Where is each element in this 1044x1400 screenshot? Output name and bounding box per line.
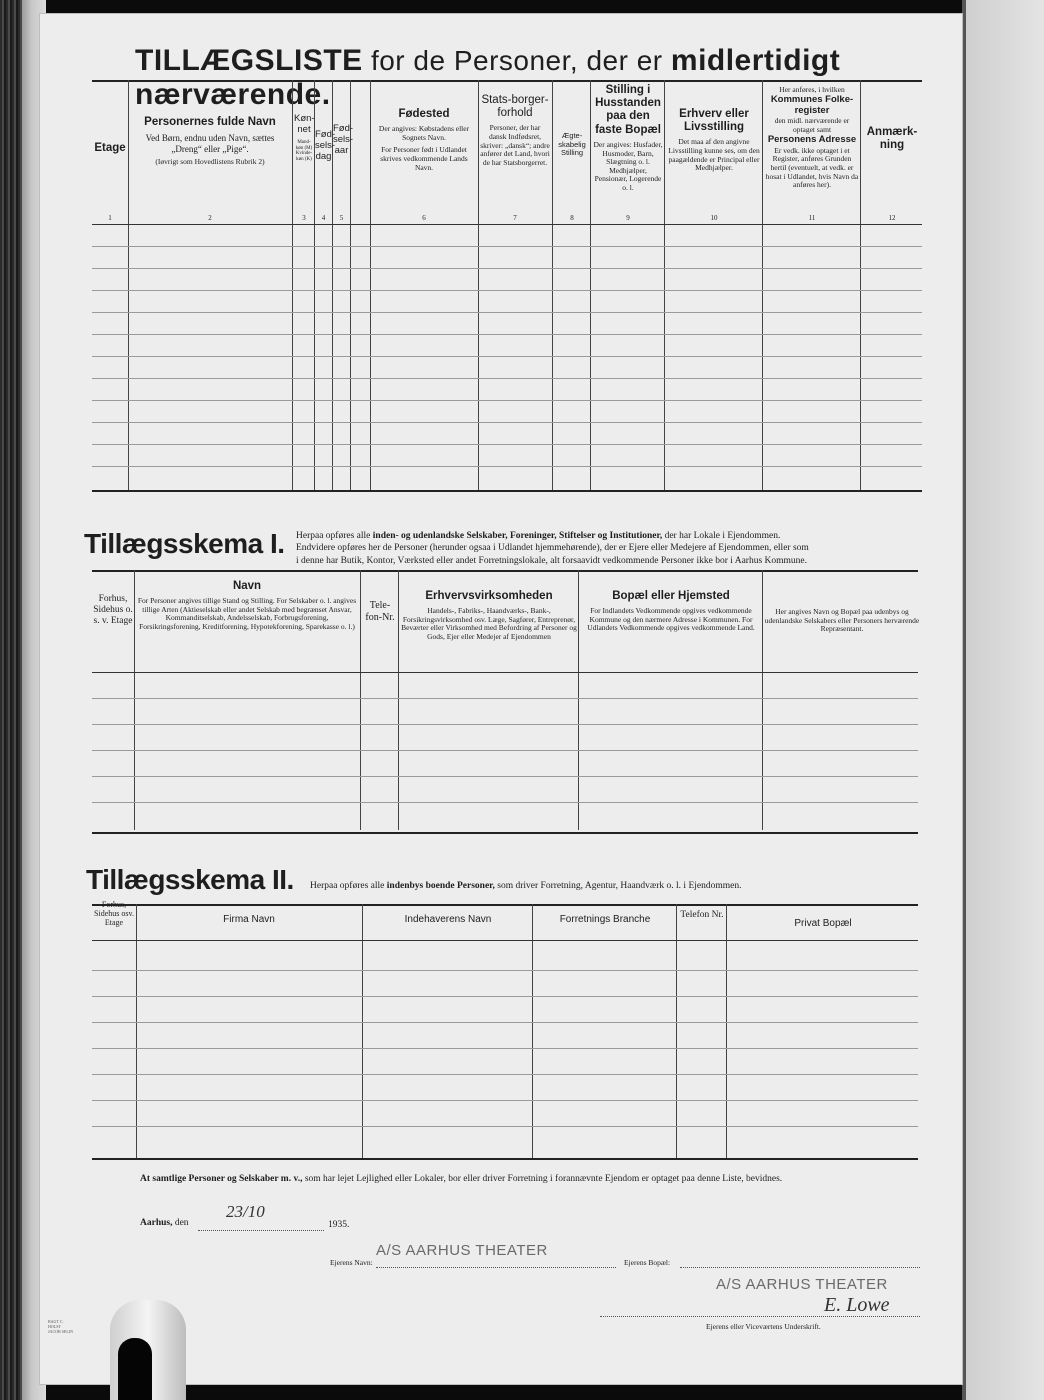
skema2-description: Herpaa opføres alle indenbys boende Personer, som driver Forretning, Agentur, Haandværk o. l. i Ejendommen. xyxy=(310,881,742,891)
list-col-name: Personernes fulde Navn Ved Børn, endnu uden Navn, sættes „Dreng“ eller „Pige“. (Iøvrigt som Hovedlistens Rubrik 2) xyxy=(144,116,276,166)
skema1-col-residence: Bopæl eller Hjemsted For Indlandets Vedkommende opgives vedkommende Kommune og den nærmere Adresse i Kommunen. For Udlandets Vedkommende opgives vedkommende Land. xyxy=(587,590,755,633)
owner-address-label: Ejerens Bopæl: xyxy=(624,1258,671,1267)
binder-clip-shadow xyxy=(118,1338,152,1400)
skema1-top-rule xyxy=(92,570,918,572)
handwritten-date: 23/10 xyxy=(226,1202,265,1221)
owner-address-line xyxy=(680,1267,920,1268)
skema2-col-owner: Indehaverens Navn xyxy=(404,914,492,925)
skema1-col-etage: Forhus, Sidehus o. s. v. Etage xyxy=(93,594,133,626)
skema2-col-firm: Firma Navn xyxy=(223,914,275,925)
skema2-header-bottom-rule xyxy=(92,940,918,941)
list-col-occupation: Erhverv eller Livsstilling Det maa af den angivne Livsstilling kunne ses, om den paagældende er Principal eller Medhjælper. xyxy=(668,108,760,173)
printer-mark: BAGT C. HOLST JACOB SELIN xyxy=(48,1319,74,1334)
list-col-etage: Etage xyxy=(94,142,126,154)
list-top-rule xyxy=(92,80,922,82)
owner-name-label: Ejerens Navn: xyxy=(330,1258,373,1267)
list-col-register: Her anføres, i hvilken Kommunes Folke-register den midl. nærværende er optaget samt Personens Adresse Er vedk. ikke optaget i et Register, anføres Grunden hertil (eventuelt, at vedk. er hosat i Udlandet, hvis Navn da anføres her). xyxy=(765,85,859,190)
skema2-col-phone: Telefon Nr. xyxy=(680,910,724,920)
list-col-citizenship: Stats-borger-forhold Personer, der har dansk Indfødsret, skriver: „dansk“; andre anfører det Land, hvori de har Statsborgerret. xyxy=(480,94,550,167)
book-spine xyxy=(0,0,22,1400)
skema1-bottom-rule xyxy=(92,832,918,834)
skema2-col-branch: Forretnings Branche xyxy=(559,914,651,925)
signature-stamp: A/S AARHUS THEATER xyxy=(716,1276,888,1293)
list-col-household: Stilling i Husstanden paa den faste Bopæl Der angives: Husfader, Husmoder, Barn, Slægtning o. l. Medhjælper, Pensionær, Logerende o. l. xyxy=(593,84,663,192)
facing-page xyxy=(966,0,1044,1400)
skema2-col-address: Privat Bopæl xyxy=(794,918,852,929)
skema2-col-etage: Forhus, Sidehus osv. Etage xyxy=(94,900,134,928)
skema1-col-business: Erhvervsvirksomheden Handels-, Fabriks-, Haandværks-, Bank-, Forsikringsvirksomhed osv. Læge, Sagfører, Entreprenør, Beværter eller Virksomhed med Befordring af Personer og Gods, Ejer eller Medejer af Ejendommen xyxy=(401,590,577,642)
list-col-marital: Ægte-skabelig Stilling xyxy=(558,131,586,158)
year: 1935. xyxy=(328,1220,350,1230)
signature-line xyxy=(600,1316,920,1317)
skema1-header-bottom-rule xyxy=(92,672,918,673)
handwritten-signature: E. Lowe xyxy=(824,1294,890,1316)
list-header-bottom-rule xyxy=(92,224,922,225)
skema1-title: Tillægsskema I. xyxy=(84,528,285,559)
skema1-col-phone: Tele-fon-Nr. xyxy=(365,600,395,623)
signature-label: Ejerens eller Viceværtens Underskrift. xyxy=(706,1322,821,1331)
skema1-col-name: Navn For Personer angives tillige Stand og Stilling. For Selskaber o. l. angives tillige Arten (Aktieselskab eller andet Selskab med begrænset Ansvar, Kommanditselskab, Andelsselskab, Forbrugsforening, Forsikringsforening, Kreditforening, Hypotekforening, Sparekasse o. l.) xyxy=(137,580,357,632)
skema2-top-rule xyxy=(92,904,918,906)
owner-name-stamp: A/S AARHUS THEATER xyxy=(376,1242,548,1259)
declaration-text: At samtlige Personer og Selskaber m. v., som har lejet Lejlighed eller Lokaler, bor eller driver Forretning i forannævnte Ejendom er optaget paa denne Liste, bevidnes. xyxy=(140,1174,783,1184)
list-col-birthday: Fød-sels-dag xyxy=(315,129,336,162)
skema2-bottom-rule xyxy=(92,1158,918,1160)
owner-name-line xyxy=(376,1267,616,1268)
list-col-birthplace: Fødested Der angives: Købstadens eller Sognets Navn. For Personer født i Udlandet skrives vedkommende Lands Navn. xyxy=(378,108,470,172)
skema1-col-representative: Her angives Navn og Bopæl paa udenbys og udenlandske Selskabers eller Personers herværende Repræsentant. xyxy=(764,607,920,634)
list-col-gender: Køn-net Mand-køn (M) Kvinde-køn (K) xyxy=(294,113,315,163)
list-bottom-rule xyxy=(92,490,922,492)
list-col-remark: Anmærk-ning xyxy=(866,126,918,152)
skema2-title: Tillægsskema II. xyxy=(86,864,294,895)
list-col-birthyear: Fød-sels-aar xyxy=(333,123,354,156)
list-title: TILLÆGSLISTE for de Personer, der er midlertidigt nærværende. xyxy=(135,44,841,111)
date-line: Aarhus, den xyxy=(140,1218,189,1228)
form-page: TILLÆGSLISTE for de Personer, der er midlertidigt nærværende. Etage Personernes fulde Navn Ved Børn, endnu uden Navn, sættes „Dreng“ eller „Pige“. (Iøvrigt som Hovedlistens Rubrik 2) Køn-net Mand-køn (M) Kvinde-køn (K) Fød-sels-dag Fød-sels-aar Fødested Der angives: Købstadens eller Sognets Navn. For Personer født i Udlandet skrives vedkommende Lands Navn. Stats-borger-forhold Personer, der har dansk Indfødsret, skriver: „dansk“; andre anfører det Land, hvori de har Statsborgerret. Ægte-skabelig Stilling Stilling i Husstanden paa den faste Bopæl Der angives: Husfader, Husmoder, Barn, Slægtning o. l. Medhjælper, Pensionær, Logerende o. l. Erhverv eller Livsstilling Det maa af den angivne Livsstilling kunne ses, om den paagældende er Principal eller Medhjælper. Her anføres, i hvilken Kommunes Folke-register den midl. nærværende er optaget samt Personens Adresse Er vedk. ikke optaget i et Register, anføres Grunden hertil (eventuelt, at vedk. er hosat i Udlandet, hvis Navn da anføres her). Anmærk-ning 1 2 3 4 5 6 7 8 9 10 11 12 Tillægsskema I. Herpaa opføres alle inden- og udenlandske Selskaber, Foreninger, Stiftelser og Institutioner, der har Lokale i Ejendommen. Endvidere opføres her de Personer (herunder ogsaa i Udlandet hjemmehørende), der er Ejere eller Medejere af Ejendommen, eller som i denne har Butik, Kontor, Værksted eller andet Forretningslokale, alt forsaavidt vedkommende Personer ikke bor i Aarhus Kommune. Forhus, Sidehus o. s. v. Etage Navn For Personer angives tillige Stand og Stilling. For Selskaber o. l. angives tillige Arten (Aktieselskab eller andet Selskab med begrænset Ansvar, Kommanditselskab, Andelsselskab, Forbrugsforening, Forsikringsforening, Kreditforening, Hypotekforening, Sparekasse o. l.) Tele-fon-Nr. Erhvervsvirksomheden Handels-, Fabriks-, Haandværks-, Bank-, Forsikringsvirksomhed osv. Læge, Sagfører, Entreprenør, Beværter eller Virksomhed med Befordring af Personer og Gods, Ejer eller Medejer af Ejendommen Bopæl eller Hjemsted For Indlandets Vedkommende opgives vedkommende Kommune og den nærmere Adresse i Kommunen. For Udlandets Vedkommende opgives vedkommende Land. Her angives Navn og Bopæl paa udenbys og udenlandske Selskabers eller Personers herværende Repræsentant. Tillægsskema II. Herpaa opføres alle indenbys boende Personer, som driver Forretning, Agentur, Haandværk o. l. i Ejendommen. Forhus, Sidehus osv. Etage Firma Navn Indehaverens Navn Forretnings Branche Telefon Nr. Privat Bopæl At samtlige Personer og Selskaber m. v., som har lejet Lejlighed eller Lokaler, bor eller driver Forretning i forannævnte Ejendom er optaget paa denne Liste, bevidnes. Aarhus, den 23/10 1935. Ejerens Navn: A/S AARHUS THEATER Ejerens Bopæl: A/S AARHUS THEATER E. Lowe Ejerens eller Viceværtens Underskrift. BAGT C. HOLST JACOB SELIN xyxy=(40,14,962,1384)
skema1-description: Herpaa opføres alle inden- og udenlandske Selskaber, Foreninger, Stiftelser og Institutioner, der har Lokale i Ejendommen. Endvidere opføres her de Personer (herunder ogsaa i Udlandet hjemmehørende), der er Ejere eller Medejere af Ejendommen, eller som i denne har Butik, Kontor, Værksted eller andet Forretningslokale, alt forsaavidt vedkommende Personer ikke bor i Aarhus Kommune. xyxy=(296,531,809,566)
date-dotted-line xyxy=(198,1230,324,1231)
